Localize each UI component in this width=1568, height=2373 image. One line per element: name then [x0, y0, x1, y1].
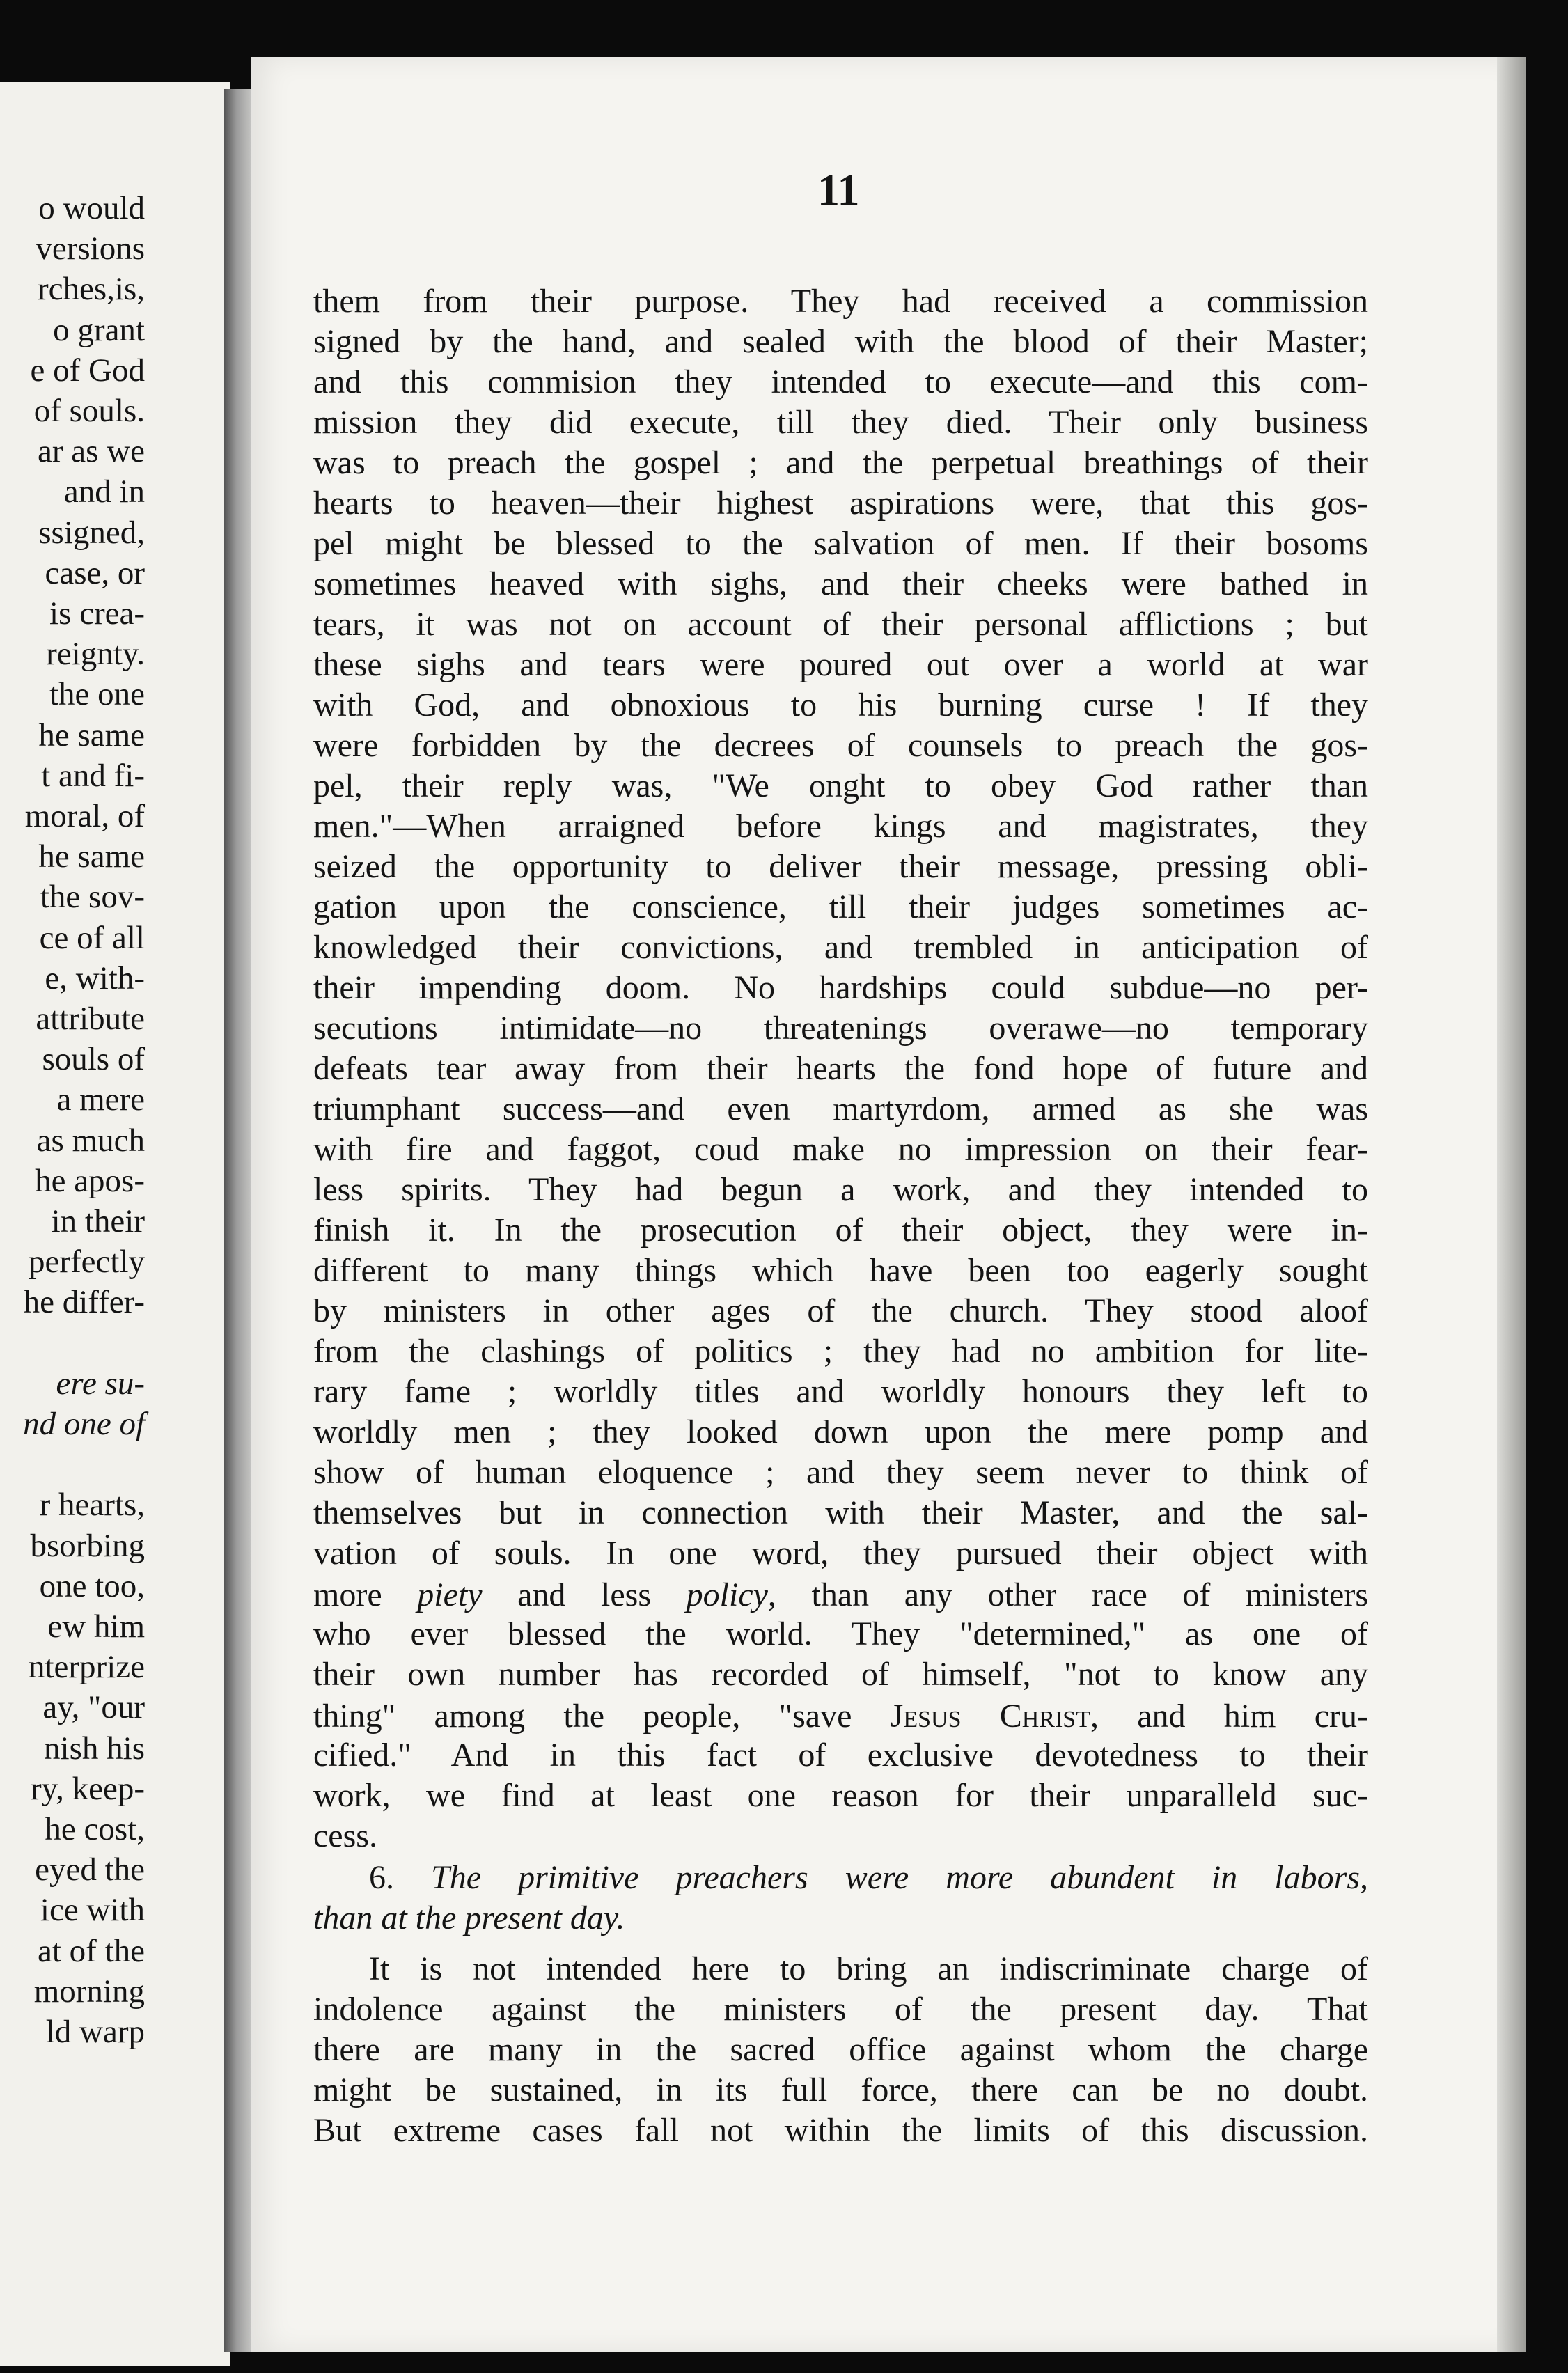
text-line: there are many in the sacred office against whom the charge [313, 2031, 1368, 2069]
left-page-line: t and fi- [41, 757, 145, 794]
left-page-line: ay, "our [42, 1689, 145, 1726]
text-line: But extreme cases fall not within the limits of this discussion. [313, 2112, 1368, 2149]
text-line: It is not intended here to bring an indiscriminate charge of [369, 1950, 1368, 1988]
text-line: signed by the hand, and sealed with the blood of their Master; [313, 323, 1368, 360]
text-fragment: and less [482, 1576, 687, 1613]
left-page-line: he same [38, 838, 145, 875]
text-line-piety [313, 1575, 1368, 1615]
page-number: 11 [817, 165, 860, 214]
text-line: men."—When arraigned before kings and magistrates, they [313, 808, 1368, 845]
text-line: with fire and faggot, coud make no impression on their fear- [313, 1131, 1368, 1168]
text-line: less spirits. They had begun a work, and they intended to [313, 1171, 1368, 1208]
text-line: vation of souls. In one word, they pursued their object with [313, 1535, 1368, 1572]
text-line: rary fame ; worldly titles and worldly honours they left to [313, 1373, 1368, 1410]
left-page-line: ry, keep- [31, 1770, 145, 1807]
left-page-line: case, or [45, 554, 145, 591]
left-page-line: o would [38, 190, 145, 226]
text-line: tears, it was not on account of their personal afflictions ; but [313, 606, 1368, 643]
left-page-line: is crea- [49, 595, 145, 632]
text-line: these sighs and tears were poured out over a world at war [313, 646, 1368, 683]
left-page-line: ew him [47, 1608, 145, 1645]
left-page-line: reignty. [46, 636, 145, 673]
left-page-line: ld warp [45, 2014, 145, 2050]
italic-word-piety: piety [417, 1576, 483, 1613]
text-line: might be sustained, in its full force, there can be no doubt. [313, 2072, 1368, 2109]
text-line: show of human eloquence ; and they seem never to think of [313, 1454, 1368, 1491]
left-page-line: ar as we [38, 433, 145, 470]
section-heading-line-2: than at the present day. [313, 1900, 625, 1936]
left-page-line: perfectly [28, 1244, 145, 1281]
text-line: them from their purpose. They had received a commission [313, 283, 1368, 320]
text-fragment: , than any other race of ministers [767, 1576, 1368, 1613]
left-page-line: at of the [38, 1932, 145, 1969]
text-line: finish it. In the prosecution of their object, they were in- [313, 1212, 1368, 1248]
text-fragment: more [313, 1576, 418, 1613]
text-line: work, we find at least one reason for their unparalleld suc- [313, 1777, 1368, 1814]
text-line: secutions intimidate—no threatenings overawe—no temporary [313, 1010, 1368, 1047]
left-page-line: he apos- [35, 1162, 145, 1199]
text-line: hearts to heaven—their highest aspirations were, that this gos- [313, 485, 1368, 522]
left-page-line: the one [49, 676, 145, 713]
left-page-line: morning [33, 1973, 145, 2010]
left-page-line: ice with [40, 1892, 145, 1929]
left-page-line: in their [51, 1203, 145, 1239]
text-line: triumphant success—and even martyrdom, armed as she was [313, 1090, 1368, 1127]
left-page-line: the sov- [40, 879, 145, 916]
left-page-line: he same [38, 716, 145, 753]
small-caps-name: Jesus Christ [890, 1698, 1090, 1734]
left-page-line: nterprize [28, 1649, 145, 1686]
text-line: seized the opportunity to deliver their message, pressing obli- [313, 848, 1368, 885]
left-page-line: eyed the [35, 1851, 145, 1888]
text-line: worldly men ; they looked down upon the mere pomp and [313, 1413, 1368, 1450]
text-line: gation upon the conscience, till their judges sometimes ac- [313, 888, 1368, 925]
text-line: their impending doom. No hardships could subdue—no per- [313, 969, 1368, 1006]
text-line: sometimes heaved with sighs, and their cheeks were bathed in [313, 565, 1368, 602]
text-fragment: , and him cru- [1090, 1698, 1369, 1734]
left-page-line: as much [36, 1122, 145, 1159]
left-page-line: ssigned, [38, 514, 145, 551]
text-line: was to preach the gospel ; and the perpetual breathings of their [313, 444, 1368, 481]
left-page-line: of souls. [33, 393, 145, 429]
left-page-line: e, with- [45, 960, 145, 996]
text-line: pel, their reply was, "We onght to obey God rather than [313, 767, 1368, 804]
left-page-line: a mere [56, 1081, 145, 1118]
text-line: and this commision they intended to execute—and this com- [313, 363, 1368, 400]
text-line: with God, and obnoxious to his burning curse ! If they [313, 687, 1368, 723]
left-page-line: versions [36, 230, 145, 267]
left-page-line: one too, [39, 1567, 145, 1604]
left-page-line: e of God [30, 352, 145, 389]
text-line: knowledged their convictions, and trembled in anticipation of [313, 929, 1368, 966]
text-line: cess. [313, 1817, 377, 1854]
text-line: were forbidden by the decrees of counsels to preach the gos- [313, 727, 1368, 764]
text-line: different to many things which have been too eagerly sought [313, 1252, 1368, 1289]
text-line: their own number has recorded of himself, "not to know any [313, 1656, 1368, 1693]
page-edge [1497, 57, 1526, 2352]
text-line: themselves but in connection with their Master, and the sal- [313, 1494, 1368, 1531]
section-number: 6. [369, 1859, 432, 1896]
left-page-line: and in [63, 473, 145, 510]
left-page-line: r hearts, [39, 1487, 145, 1524]
left-page-fragment [0, 82, 230, 2366]
text-line: defeats tear away from their hearts the fond hope of future and [313, 1050, 1368, 1087]
text-fragment: thing" among the people, "save [313, 1698, 891, 1734]
text-line: from the clashings of politics ; they had no ambition for lite- [313, 1333, 1368, 1370]
section-heading-line-1 [369, 1858, 1368, 1898]
text-line: mission they did execute, till they died. Their only business [313, 404, 1368, 441]
left-page-line: bsorbing [30, 1527, 145, 1564]
left-page-line: ere su- [56, 1365, 145, 1402]
left-page-line: o grant [53, 311, 145, 348]
left-page-line: attribute [36, 1001, 145, 1037]
left-page-line: rches,is, [37, 271, 145, 308]
text-line-jesus-christ [313, 1696, 1368, 1737]
left-page-line: moral, of [24, 798, 145, 834]
left-page-line: nd one of [23, 1406, 145, 1442]
left-page-line: souls of [42, 1041, 145, 1078]
italic-word-policy: policy [686, 1576, 768, 1613]
left-page-line: ce of all [39, 919, 145, 956]
text-line: cified." And in this fact of exclusive devotedness to their [313, 1737, 1368, 1773]
left-page-line: nish his [44, 1730, 145, 1767]
section-heading-text: The primitive preachers were more abundent in labors, [431, 1859, 1369, 1896]
text-line: who ever blessed the world. They "determined," as one of [313, 1615, 1368, 1652]
text-line: pel might be blessed to the salvation of men. If their bosoms [313, 525, 1368, 562]
text-line: by ministers in other ages of the church. They stood aloof [313, 1292, 1368, 1329]
text-line: indolence against the ministers of the present day. That [313, 1991, 1368, 2028]
left-page-line: he differ- [23, 1284, 145, 1321]
left-page-line: he cost, [45, 1811, 145, 1847]
